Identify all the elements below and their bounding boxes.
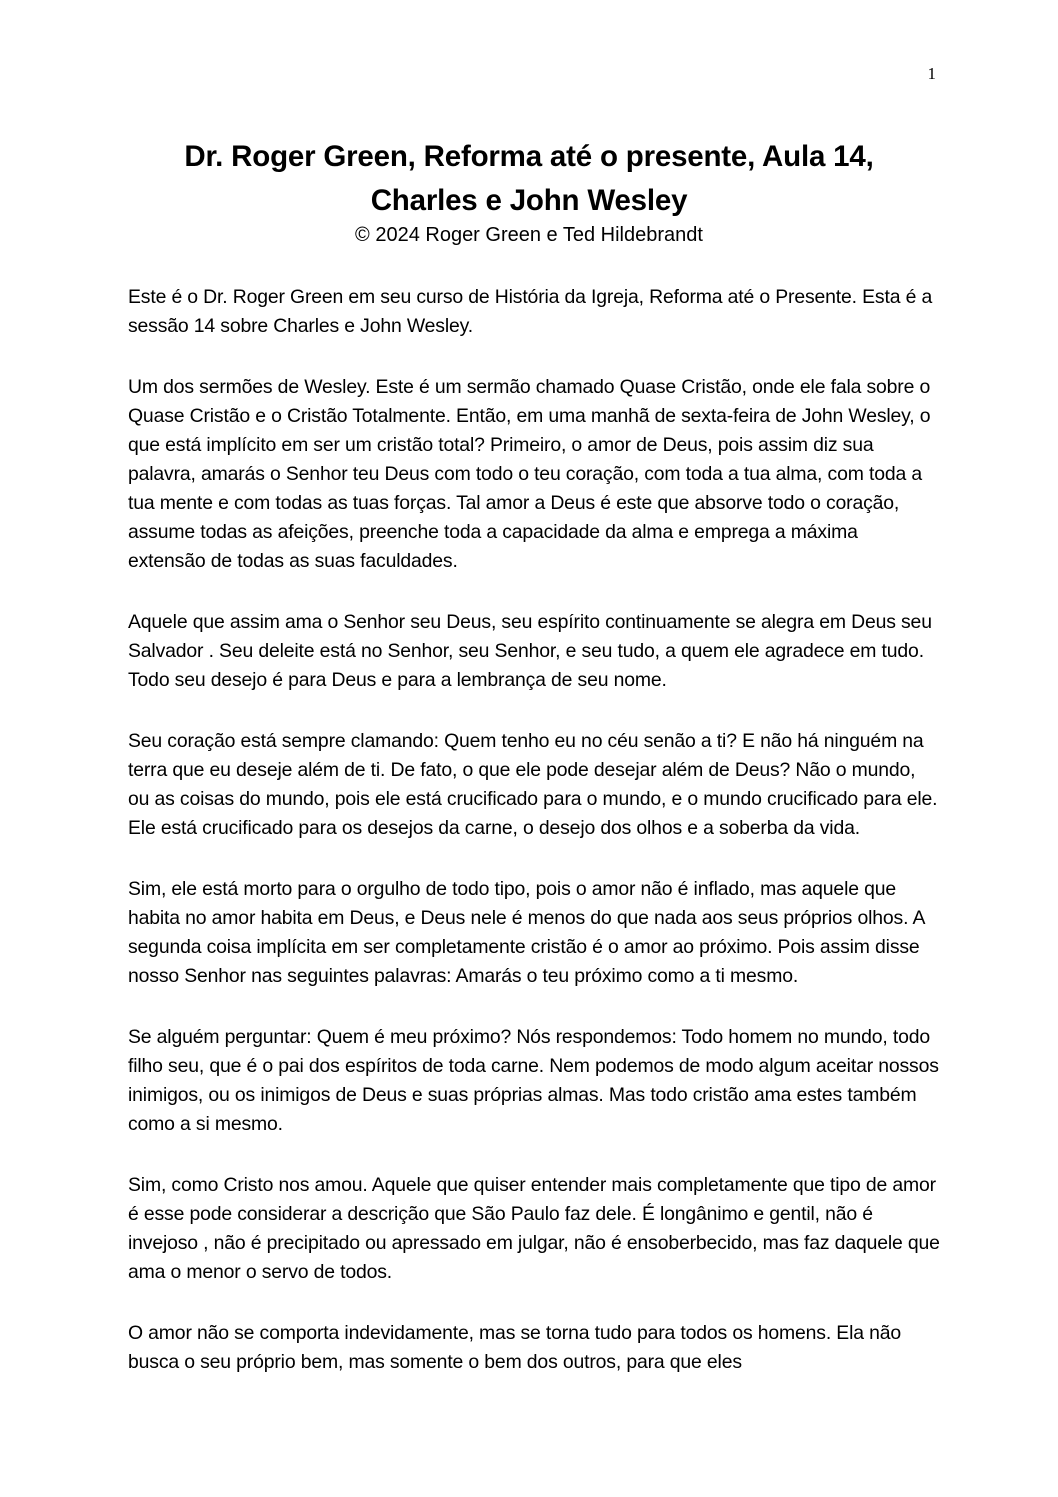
document-title <box>100 135 958 223</box>
copyright-notice: © 2024 Roger Green e Ted Hildebrandt <box>355 224 703 246</box>
document-body <box>128 283 940 1377</box>
paragraph: Seu coração está sempre clamando: Quem tenho eu no céu senão a ti? E não há ninguém na terra que eu deseje além de ti. De fato, o que ele pode desejar além de Deus? Não o mundo, ou as coisas do mundo, pois ele está crucificado para o mundo, e o mundo crucificado para ele. Ele está crucificado para os desejos da carne, o desejo dos olhos e a soberba da vida. <box>128 730 938 839</box>
paragraph: Sim, como Cristo nos amou. Aquele que quiser entender mais completamente que tipo de amor é esse pode considerar a descrição que São Paulo faz dele. É longânimo e gentil, não é invejoso , não é precipitado ou apressado em julgar, não é ensoberbecido, mas faz daquele que ama o menor o servo de todos. <box>128 1174 940 1283</box>
paragraph: Aquele que assim ama o Senhor seu Deus, seu espírito continuamente se alegra em Deus seu Salvador . Seu deleite está no Senhor, seu Senhor, e seu tudo, a quem ele agradece em tudo. Todo seu desejo é para Deus e para a lembrança de seu nome. <box>128 611 932 691</box>
paragraph: Este é o Dr. Roger Green em seu curso de História da Igreja, Reforma até o Presente. Esta é a sessão 14 sobre Charles e John Wesley. <box>128 286 933 337</box>
paragraph: O amor não se comporta indevidamente, mas se torna tudo para todos os homens. Ela não busca o seu próprio bem, mas somente o bem dos outros, para que eles <box>128 1322 902 1373</box>
title-line-1: Dr. Roger Green, Reforma até o presente, Aula 14, <box>184 140 874 173</box>
page-number: 1 <box>927 64 936 83</box>
paragraph: Sim, ele está morto para o orgulho de todo tipo, pois o amor não é inflado, mas aquele que habita no amor habita em Deus, e Deus nele é menos do que nada aos seus próprios olhos. A segunda coisa implícita em ser completamente cristão é o amor ao próximo. Pois assim disse nosso Senhor nas seguintes palavras: Amarás o teu próximo como a ti mesmo. <box>128 878 925 987</box>
paragraph: Se alguém perguntar: Quem é meu próximo? Nós respondemos: Todo homem no mundo, todo filho seu, que é o pai dos espíritos de toda carne. Nem podemos de modo algum aceitar nossos inimigos, ou os inimigos de Deus e suas próprias almas. Mas todo cristão ama estes também como a si mesmo. <box>128 1026 939 1135</box>
title-line-2: Charles e John Wesley <box>370 184 688 217</box>
paragraph: Um dos sermões de Wesley. Este é um sermão chamado Quase Cristão, onde ele fala sobre o Quase Cristão e o Cristão Totalmente. Então, em uma manhã de sexta-feira de John Wesley, o que está implícito em ser um cristão total? Primeiro, o amor de Deus, pois assim diz sua palavra, amarás o Senhor teu Deus com todo o teu coração, com toda a tua alma, com toda a tua mente e com todas as tuas forças. Tal amor a Deus é este que absorve todo o coração, assume todas as afeições, preenche toda a capacidade da alma e emprega a máxima extensão de todas as suas faculdades. <box>128 376 931 572</box>
